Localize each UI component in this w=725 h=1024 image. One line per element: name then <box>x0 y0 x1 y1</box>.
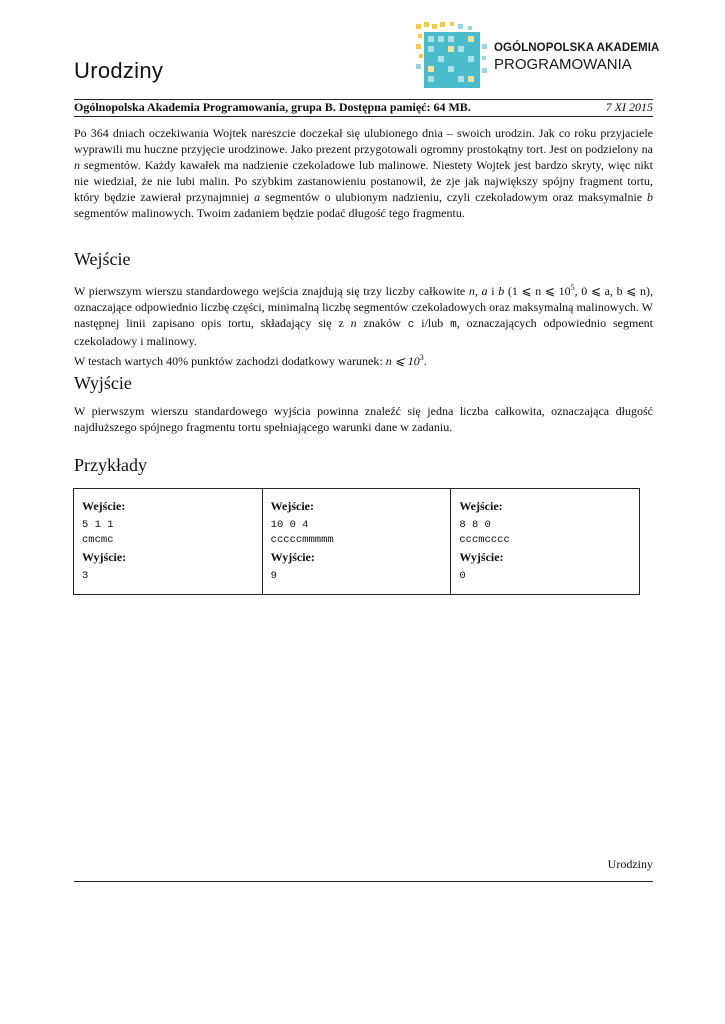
footer-title: Urodziny <box>607 857 653 871</box>
example-input-line: 10 0 4 <box>270 519 309 531</box>
section-heading-output: Wyjście <box>74 373 132 393</box>
example-input-line: 5 1 1 <box>82 519 114 531</box>
header-line <box>74 100 653 115</box>
example-output-label: Wyjście: <box>82 550 127 564</box>
example-output-value: 3 <box>82 570 89 582</box>
examples-table <box>73 488 640 595</box>
header-bottom-rule <box>74 116 653 117</box>
example-input-line: cccmcccc <box>459 534 510 546</box>
footer-rule <box>74 881 653 882</box>
example-input-line: cmcmc <box>82 534 114 546</box>
example-input-label: Wejście: <box>82 499 126 513</box>
example-output-label: Wyjście: <box>270 550 315 564</box>
example-output-value: 9 <box>270 570 277 582</box>
example-input-line: 8 8 0 <box>459 519 491 531</box>
input-description: W pierwszym wierszu standardowego wejścia znajdują się trzy liczby całkowite n, a i b (1 ⩽ n ⩽ $10^5$, 0 ⩽ a, b ⩽ n), oznaczające odpowiednio liczbę części, minimalną liczbę segmentów czekoladowych oraz maksymalną malinowych. W następnej linii zapisano opis tortu, składający się z n znaków c i/lub m, oznaczających odpowiednio segment czekoladowy i malinowy. W testach wartych 40% punktów zachodzi dodatkowy warunek: n ⩽ $10^3$. <box>74 283 654 368</box>
example-cell <box>451 489 639 594</box>
header-date: 7 XI 2015 <box>605 100 653 114</box>
problem-statement: Po 364 dniach oczekiwania Wojtek nareszcie doczekał się ulubionego dnia – swoich urodzin. Jak co roku przyjaciele wyprawili mu huczne przyjęcie urodzinowe. Jako prezent przygotowali ogromny prostokątny tort. Jest on podzielony na n segmentów. Każdy kawałek ma nadzienie czekoladowe lub malinowe. Niestety Wojtek jest bardzo skryty, więc nikt nie wiedział, że nie lubi malin. Po szybkim zastanowieniu postanowił, że zje jak największy spójny fragment tortu, który będzie zawierał przynajmniej a segmentów o ulubionym nadzieniu, czyli czekoladowym oraz maksymalnie b segmentów malinowych. Twoim zadaniem będzie podać długość tego fragmentu. <box>74 126 653 220</box>
output-description: W pierwszym wierszu standardowego wyjścia powinna znaleźć się jedna liczba całkowita, oznaczająca długość najdłuższego spójnego fragmentu tortu spełniającego warunki dane w zadaniu. <box>74 404 653 434</box>
section-heading-input: Wejście <box>74 249 131 269</box>
page-title: Urodziny <box>74 58 164 83</box>
logo-line2: PROGRAMOWANIA <box>494 56 632 73</box>
example-cell <box>74 489 263 594</box>
example-input-line: cccccmmmmm <box>270 534 334 546</box>
example-output-value: 0 <box>459 570 466 582</box>
header-contest-info: Ogólnopolska Akademia Programowania, grupa B. Dostępna pamięć: 64 MB. <box>74 100 471 114</box>
section-heading-examples: Przykłady <box>74 455 147 475</box>
logo-line1: OGÓLNOPOLSKA AKADEMIA <box>494 42 660 54</box>
example-input-label: Wejście: <box>459 499 503 513</box>
oap-logo <box>416 22 660 92</box>
logo-mosaic-icon <box>416 22 496 92</box>
example-input-label: Wejście: <box>270 499 314 513</box>
example-output-label: Wyjście: <box>459 550 504 564</box>
example-cell <box>263 489 452 594</box>
